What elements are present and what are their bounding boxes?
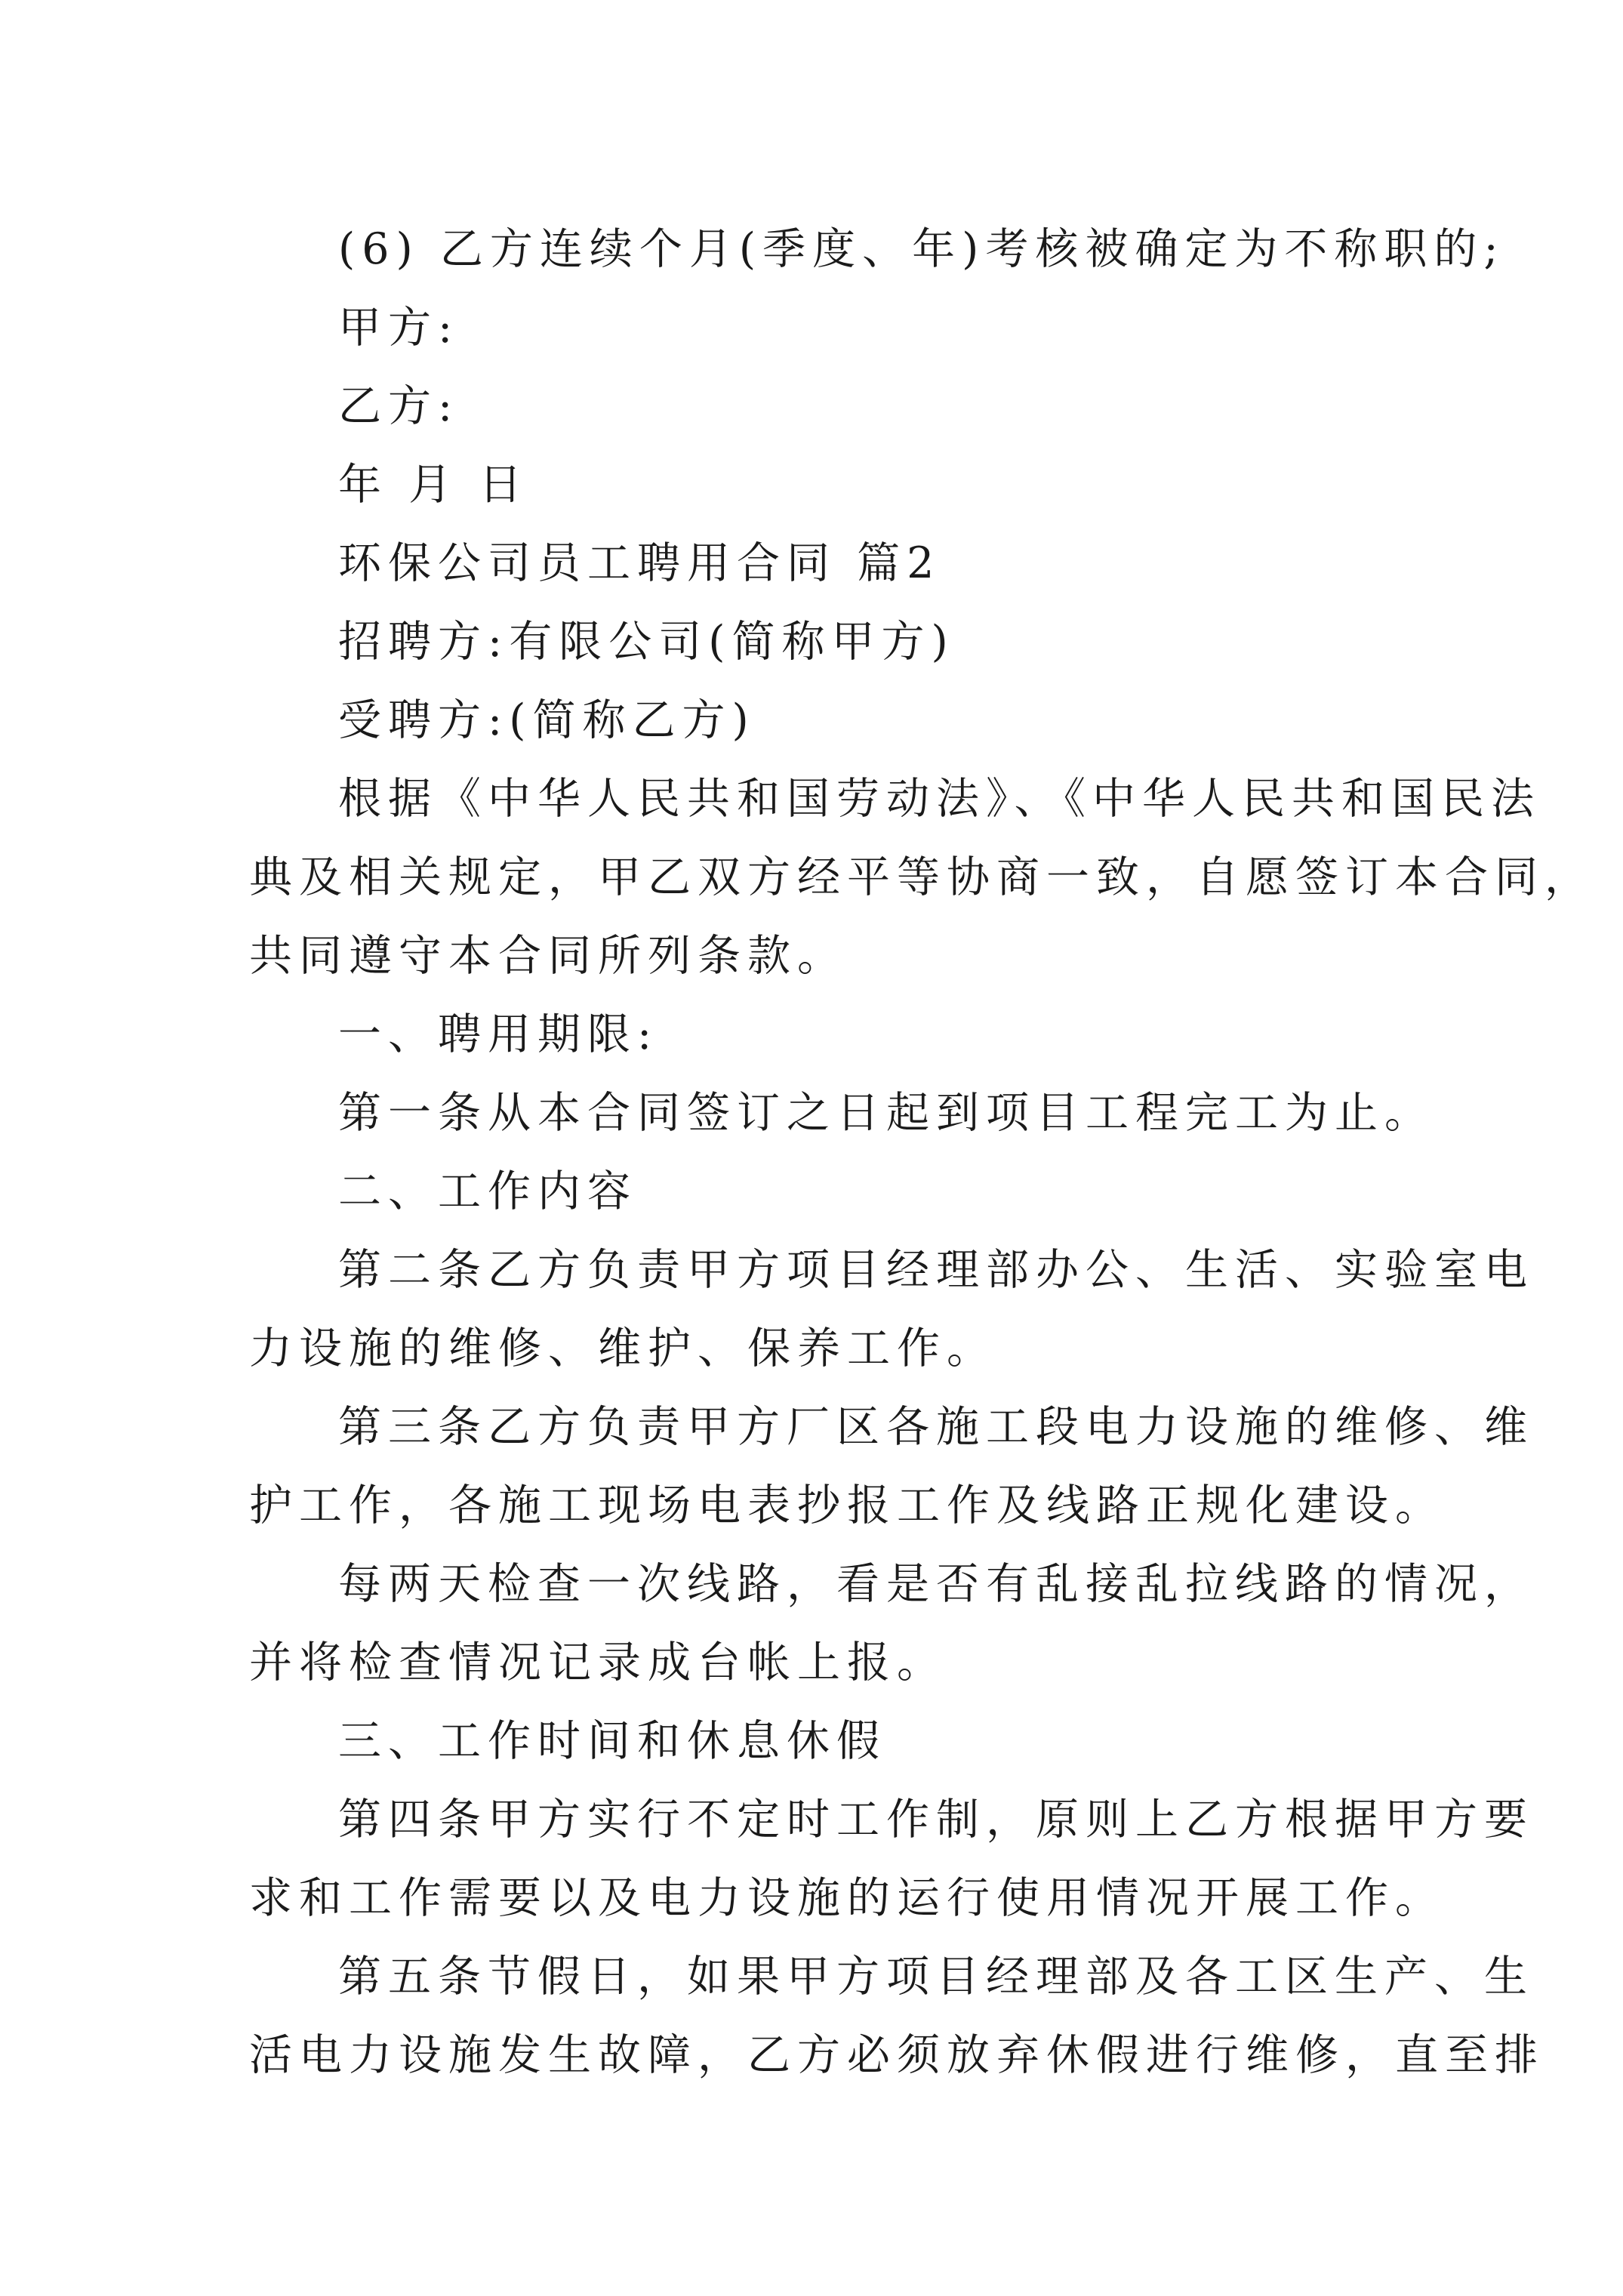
text-line: (6) 乙方连续个月(季度、年)考核被确定为不称职的; <box>338 224 1505 274</box>
text-line: 乙方: <box>338 381 460 431</box>
text-line: 招聘方:有限公司(简称甲方) <box>338 617 955 667</box>
document-body <box>249 210 1594 2094</box>
text-line: 第二条乙方负责甲方项目经理部办公、生活、实验室电 <box>338 1245 1534 1295</box>
text-line: 并将检查情况记录成台帐上报。 <box>249 1638 947 1687</box>
text-line: 第三条乙方负责甲方厂区各施工段电力设施的维修、维 <box>338 1402 1534 1452</box>
text-line: 力设施的维修、维护、保养工作。 <box>249 1324 996 1373</box>
text-line: 典及相关规定，甲乙双方经平等协商一致，自愿签订本合同， <box>249 852 1594 902</box>
text-line: 护工作，各施工现场电表抄报工作及线路正规化建设。 <box>249 1481 1445 1530</box>
text-line: 每两天检查一次线路，看是否有乱接乱拉线路的情况， <box>338 1559 1534 1609</box>
text-line: 年 月 日 <box>338 460 529 510</box>
text-line: 共同遵守本合同所列条款。 <box>249 931 847 981</box>
section-title: 环保公司员工聘用合同 篇2 <box>338 538 941 588</box>
text-line: 根据《中华人民共和国劳动法》、《中华人民共和国民法 <box>338 774 1541 824</box>
text-line: 第五条节假日，如果甲方项目经理部及各工区生产、生 <box>338 1952 1534 2002</box>
text-line: 第四条甲方实行不定时工作制，原则上乙方根据甲方要 <box>338 1795 1534 1845</box>
text-line: 受聘方:(简称乙方) <box>338 695 756 745</box>
section-heading: 一、聘用期限: <box>338 1009 659 1059</box>
text-line: 甲方: <box>338 303 460 353</box>
section-heading: 三、工作时间和休息休假 <box>338 1716 886 1766</box>
text-line: 求和工作需要以及电力设施的运行使用情况开展工作。 <box>249 1873 1445 1923</box>
text-line: 活电力设施发生故障，乙方必须放弃休假进行维修，直至排 <box>249 2030 1544 2080</box>
section-heading: 二、工作内容 <box>338 1166 637 1216</box>
text-line: 第一条从本合同签订之日起到项目工程完工为止。 <box>338 1088 1434 1138</box>
